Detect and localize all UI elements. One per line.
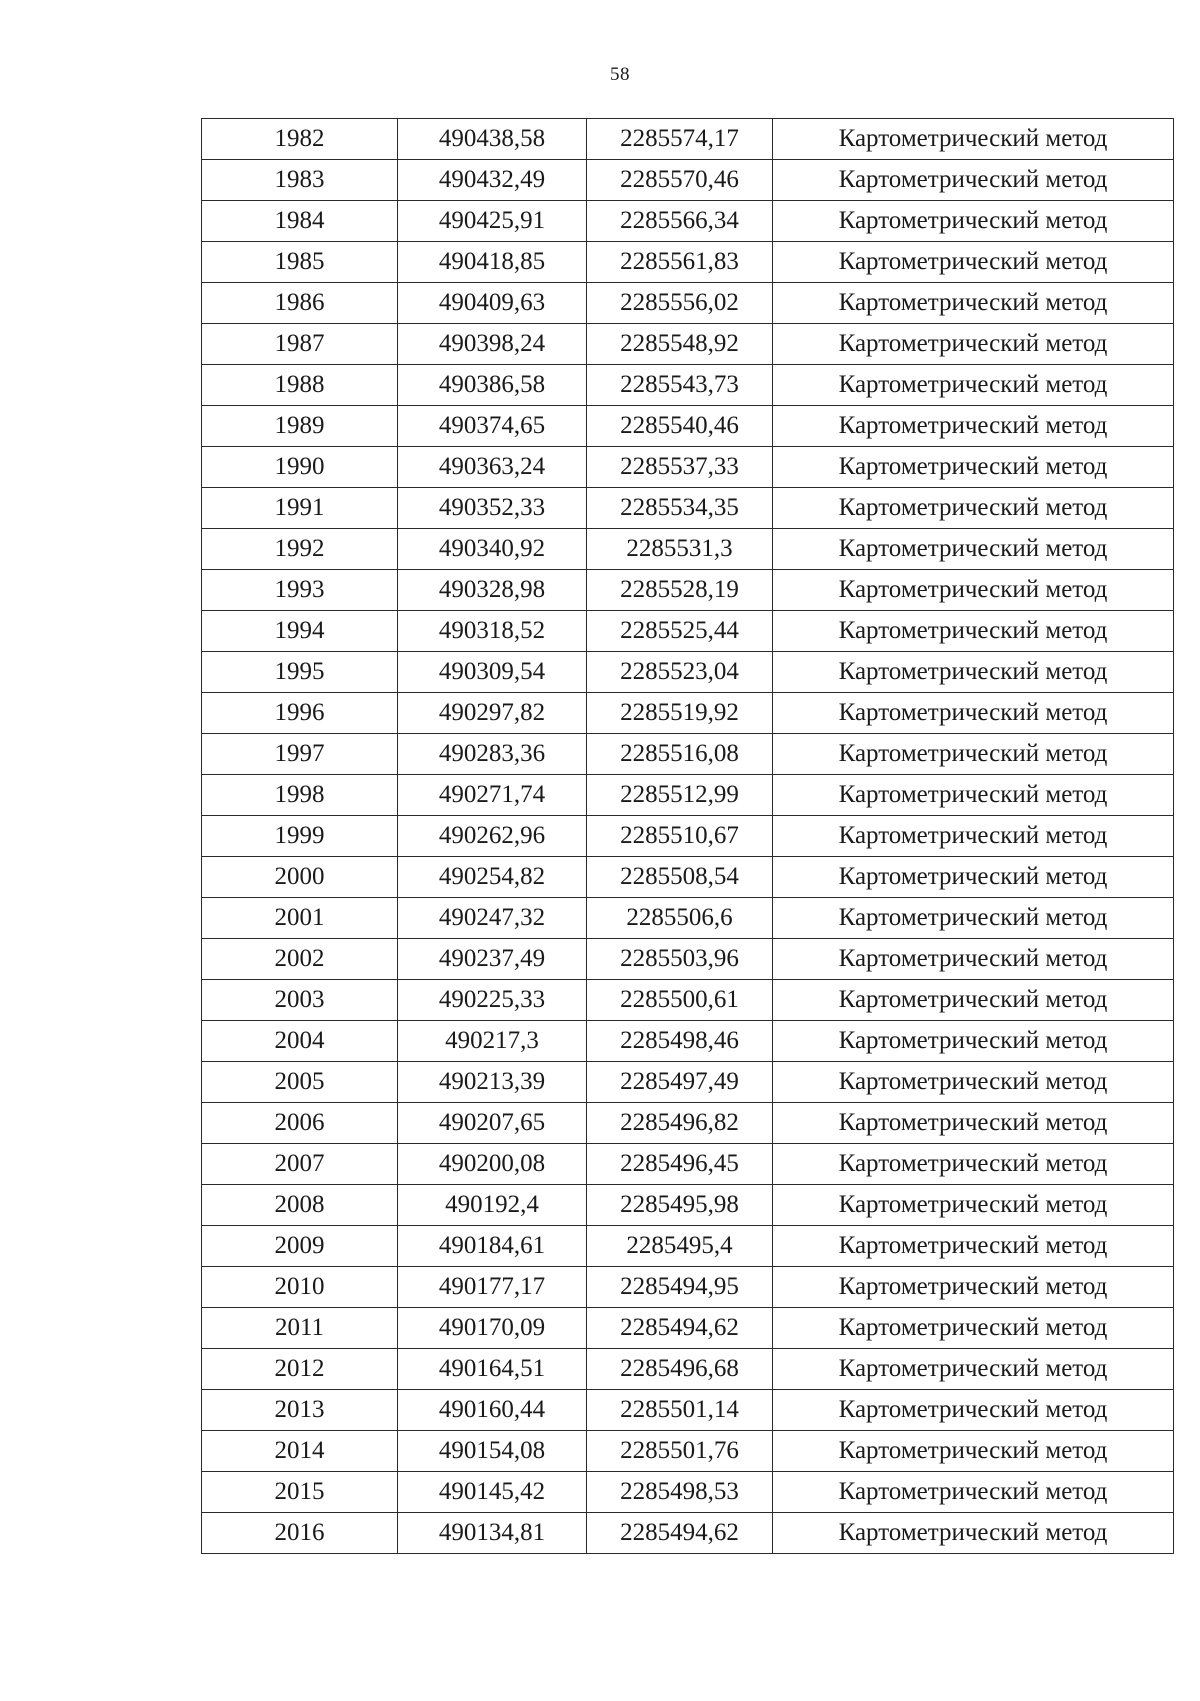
point-number-cell: 1991 [202,488,398,529]
point-number-cell: 1995 [202,652,398,693]
x-coordinate-cell: 490283,36 [398,734,587,775]
point-number-cell: 1996 [202,693,398,734]
method-cell: Картометрический метод [773,1390,1174,1431]
x-coordinate-cell: 490409,63 [398,283,587,324]
x-coordinate-cell: 490164,51 [398,1349,587,1390]
x-coordinate-cell: 490217,3 [398,1021,587,1062]
y-coordinate-cell: 2285525,44 [587,611,773,652]
table-row [202,1062,1174,1103]
table-row [202,693,1174,734]
x-coordinate-cell: 490170,09 [398,1308,587,1349]
point-number-cell: 1994 [202,611,398,652]
x-coordinate-cell: 490192,4 [398,1185,587,1226]
x-coordinate-cell: 490432,49 [398,160,587,201]
y-coordinate-cell: 2285503,96 [587,939,773,980]
table-row [202,1144,1174,1185]
point-number-cell: 2013 [202,1390,398,1431]
point-number-cell: 2014 [202,1431,398,1472]
table-row [202,1390,1174,1431]
y-coordinate-cell: 2285534,35 [587,488,773,529]
method-cell: Картометрический метод [773,611,1174,652]
method-cell: Картометрический метод [773,365,1174,406]
table-row [202,201,1174,242]
table-row [202,1021,1174,1062]
point-number-cell: 2011 [202,1308,398,1349]
y-coordinate-cell: 2285556,02 [587,283,773,324]
table-row [202,324,1174,365]
method-cell: Картометрический метод [773,1185,1174,1226]
point-number-cell: 1999 [202,816,398,857]
x-coordinate-cell: 490271,74 [398,775,587,816]
x-coordinate-cell: 490237,49 [398,939,587,980]
y-coordinate-cell: 2285496,82 [587,1103,773,1144]
y-coordinate-cell: 2285570,46 [587,160,773,201]
y-coordinate-cell: 2285495,98 [587,1185,773,1226]
point-number-cell: 2002 [202,939,398,980]
method-cell: Картометрический метод [773,488,1174,529]
y-coordinate-cell: 2285537,33 [587,447,773,488]
x-coordinate-cell: 490145,42 [398,1472,587,1513]
table-row [202,447,1174,488]
point-number-cell: 1992 [202,529,398,570]
table-row [202,939,1174,980]
coordinates-table-body [202,119,1174,1554]
x-coordinate-cell: 490177,17 [398,1267,587,1308]
x-coordinate-cell: 490297,82 [398,693,587,734]
x-coordinate-cell: 490352,33 [398,488,587,529]
table-row [202,283,1174,324]
point-number-cell: 2009 [202,1226,398,1267]
method-cell: Картометрический метод [773,406,1174,447]
y-coordinate-cell: 2285528,19 [587,570,773,611]
y-coordinate-cell: 2285498,46 [587,1021,773,1062]
y-coordinate-cell: 2285496,45 [587,1144,773,1185]
method-cell: Картометрический метод [773,1349,1174,1390]
x-coordinate-cell: 490328,98 [398,570,587,611]
y-coordinate-cell: 2285540,46 [587,406,773,447]
method-cell: Картометрический метод [773,816,1174,857]
table-row [202,1308,1174,1349]
table-row [202,1267,1174,1308]
table-row [202,119,1174,160]
y-coordinate-cell: 2285494,62 [587,1513,773,1554]
table-row [202,242,1174,283]
y-coordinate-cell: 2285574,17 [587,119,773,160]
table-row [202,1103,1174,1144]
coordinates-table [201,118,1174,1554]
point-number-cell: 1989 [202,406,398,447]
y-coordinate-cell: 2285501,14 [587,1390,773,1431]
point-number-cell: 1987 [202,324,398,365]
point-number-cell: 1986 [202,283,398,324]
method-cell: Картометрический метод [773,1308,1174,1349]
y-coordinate-cell: 2285523,04 [587,652,773,693]
x-coordinate-cell: 490134,81 [398,1513,587,1554]
x-coordinate-cell: 490262,96 [398,816,587,857]
method-cell: Картометрический метод [773,324,1174,365]
method-cell: Картометрический метод [773,1513,1174,1554]
table-row [202,816,1174,857]
y-coordinate-cell: 2285498,53 [587,1472,773,1513]
table-row [202,529,1174,570]
method-cell: Картометрический метод [773,939,1174,980]
y-coordinate-cell: 2285561,83 [587,242,773,283]
table-row [202,160,1174,201]
method-cell: Картометрический метод [773,1267,1174,1308]
point-number-cell: 1982 [202,119,398,160]
point-number-cell: 1990 [202,447,398,488]
method-cell: Картометрический метод [773,857,1174,898]
x-coordinate-cell: 490318,52 [398,611,587,652]
y-coordinate-cell: 2285516,08 [587,734,773,775]
x-coordinate-cell: 490418,85 [398,242,587,283]
method-cell: Картометрический метод [773,529,1174,570]
table-row [202,734,1174,775]
point-number-cell: 1997 [202,734,398,775]
point-number-cell: 2006 [202,1103,398,1144]
y-coordinate-cell: 2285566,34 [587,201,773,242]
table-row [202,652,1174,693]
method-cell: Картометрический метод [773,242,1174,283]
x-coordinate-cell: 490386,58 [398,365,587,406]
point-number-cell: 2012 [202,1349,398,1390]
y-coordinate-cell: 2285496,68 [587,1349,773,1390]
point-number-cell: 1998 [202,775,398,816]
x-coordinate-cell: 490200,08 [398,1144,587,1185]
x-coordinate-cell: 490184,61 [398,1226,587,1267]
point-number-cell: 2007 [202,1144,398,1185]
x-coordinate-cell: 490425,91 [398,201,587,242]
table-row [202,898,1174,939]
y-coordinate-cell: 2285497,49 [587,1062,773,1103]
table-row [202,1349,1174,1390]
table-row [202,570,1174,611]
x-coordinate-cell: 490225,33 [398,980,587,1021]
point-number-cell: 2015 [202,1472,398,1513]
method-cell: Картометрический метод [773,1226,1174,1267]
table-row [202,365,1174,406]
x-coordinate-cell: 490438,58 [398,119,587,160]
x-coordinate-cell: 490213,39 [398,1062,587,1103]
y-coordinate-cell: 2285510,67 [587,816,773,857]
table-row [202,775,1174,816]
method-cell: Картометрический метод [773,1472,1174,1513]
x-coordinate-cell: 490363,24 [398,447,587,488]
table-row [202,1513,1174,1554]
x-coordinate-cell: 490154,08 [398,1431,587,1472]
y-coordinate-cell: 2285512,99 [587,775,773,816]
method-cell: Картометрический метод [773,1144,1174,1185]
point-number-cell: 2003 [202,980,398,1021]
method-cell: Картометрический метод [773,980,1174,1021]
method-cell: Картометрический метод [773,652,1174,693]
y-coordinate-cell: 2285543,73 [587,365,773,406]
point-number-cell: 1983 [202,160,398,201]
x-coordinate-cell: 490309,54 [398,652,587,693]
method-cell: Картометрический метод [773,775,1174,816]
point-number-cell: 1993 [202,570,398,611]
table-row [202,857,1174,898]
x-coordinate-cell: 490207,65 [398,1103,587,1144]
method-cell: Картометрический метод [773,1431,1174,1472]
x-coordinate-cell: 490398,24 [398,324,587,365]
table-row [202,1431,1174,1472]
point-number-cell: 1984 [202,201,398,242]
y-coordinate-cell: 2285519,92 [587,693,773,734]
y-coordinate-cell: 2285548,92 [587,324,773,365]
x-coordinate-cell: 490374,65 [398,406,587,447]
method-cell: Картометрический метод [773,160,1174,201]
table-row [202,1185,1174,1226]
point-number-cell: 2010 [202,1267,398,1308]
table-row [202,406,1174,447]
method-cell: Картометрический метод [773,898,1174,939]
y-coordinate-cell: 2285508,54 [587,857,773,898]
y-coordinate-cell: 2285506,6 [587,898,773,939]
x-coordinate-cell: 490247,32 [398,898,587,939]
y-coordinate-cell: 2285495,4 [587,1226,773,1267]
x-coordinate-cell: 490340,92 [398,529,587,570]
point-number-cell: 2000 [202,857,398,898]
y-coordinate-cell: 2285500,61 [587,980,773,1021]
point-number-cell: 2001 [202,898,398,939]
method-cell: Картометрический метод [773,570,1174,611]
table-row [202,980,1174,1021]
method-cell: Картометрический метод [773,693,1174,734]
x-coordinate-cell: 490160,44 [398,1390,587,1431]
method-cell: Картометрический метод [773,283,1174,324]
y-coordinate-cell: 2285531,3 [587,529,773,570]
method-cell: Картометрический метод [773,1021,1174,1062]
y-coordinate-cell: 2285494,62 [587,1308,773,1349]
method-cell: Картометрический метод [773,119,1174,160]
method-cell: Картометрический метод [773,734,1174,775]
y-coordinate-cell: 2285501,76 [587,1431,773,1472]
method-cell: Картометрический метод [773,201,1174,242]
table-row [202,611,1174,652]
table-row [202,1226,1174,1267]
point-number-cell: 1985 [202,242,398,283]
point-number-cell: 2005 [202,1062,398,1103]
y-coordinate-cell: 2285494,95 [587,1267,773,1308]
method-cell: Картометрический метод [773,447,1174,488]
page-number: 58 [610,64,630,85]
method-cell: Картометрический метод [773,1103,1174,1144]
point-number-cell: 2004 [202,1021,398,1062]
point-number-cell: 2016 [202,1513,398,1554]
point-number-cell: 2008 [202,1185,398,1226]
table-row [202,488,1174,529]
x-coordinate-cell: 490254,82 [398,857,587,898]
method-cell: Картометрический метод [773,1062,1174,1103]
point-number-cell: 1988 [202,365,398,406]
table-row [202,1472,1174,1513]
